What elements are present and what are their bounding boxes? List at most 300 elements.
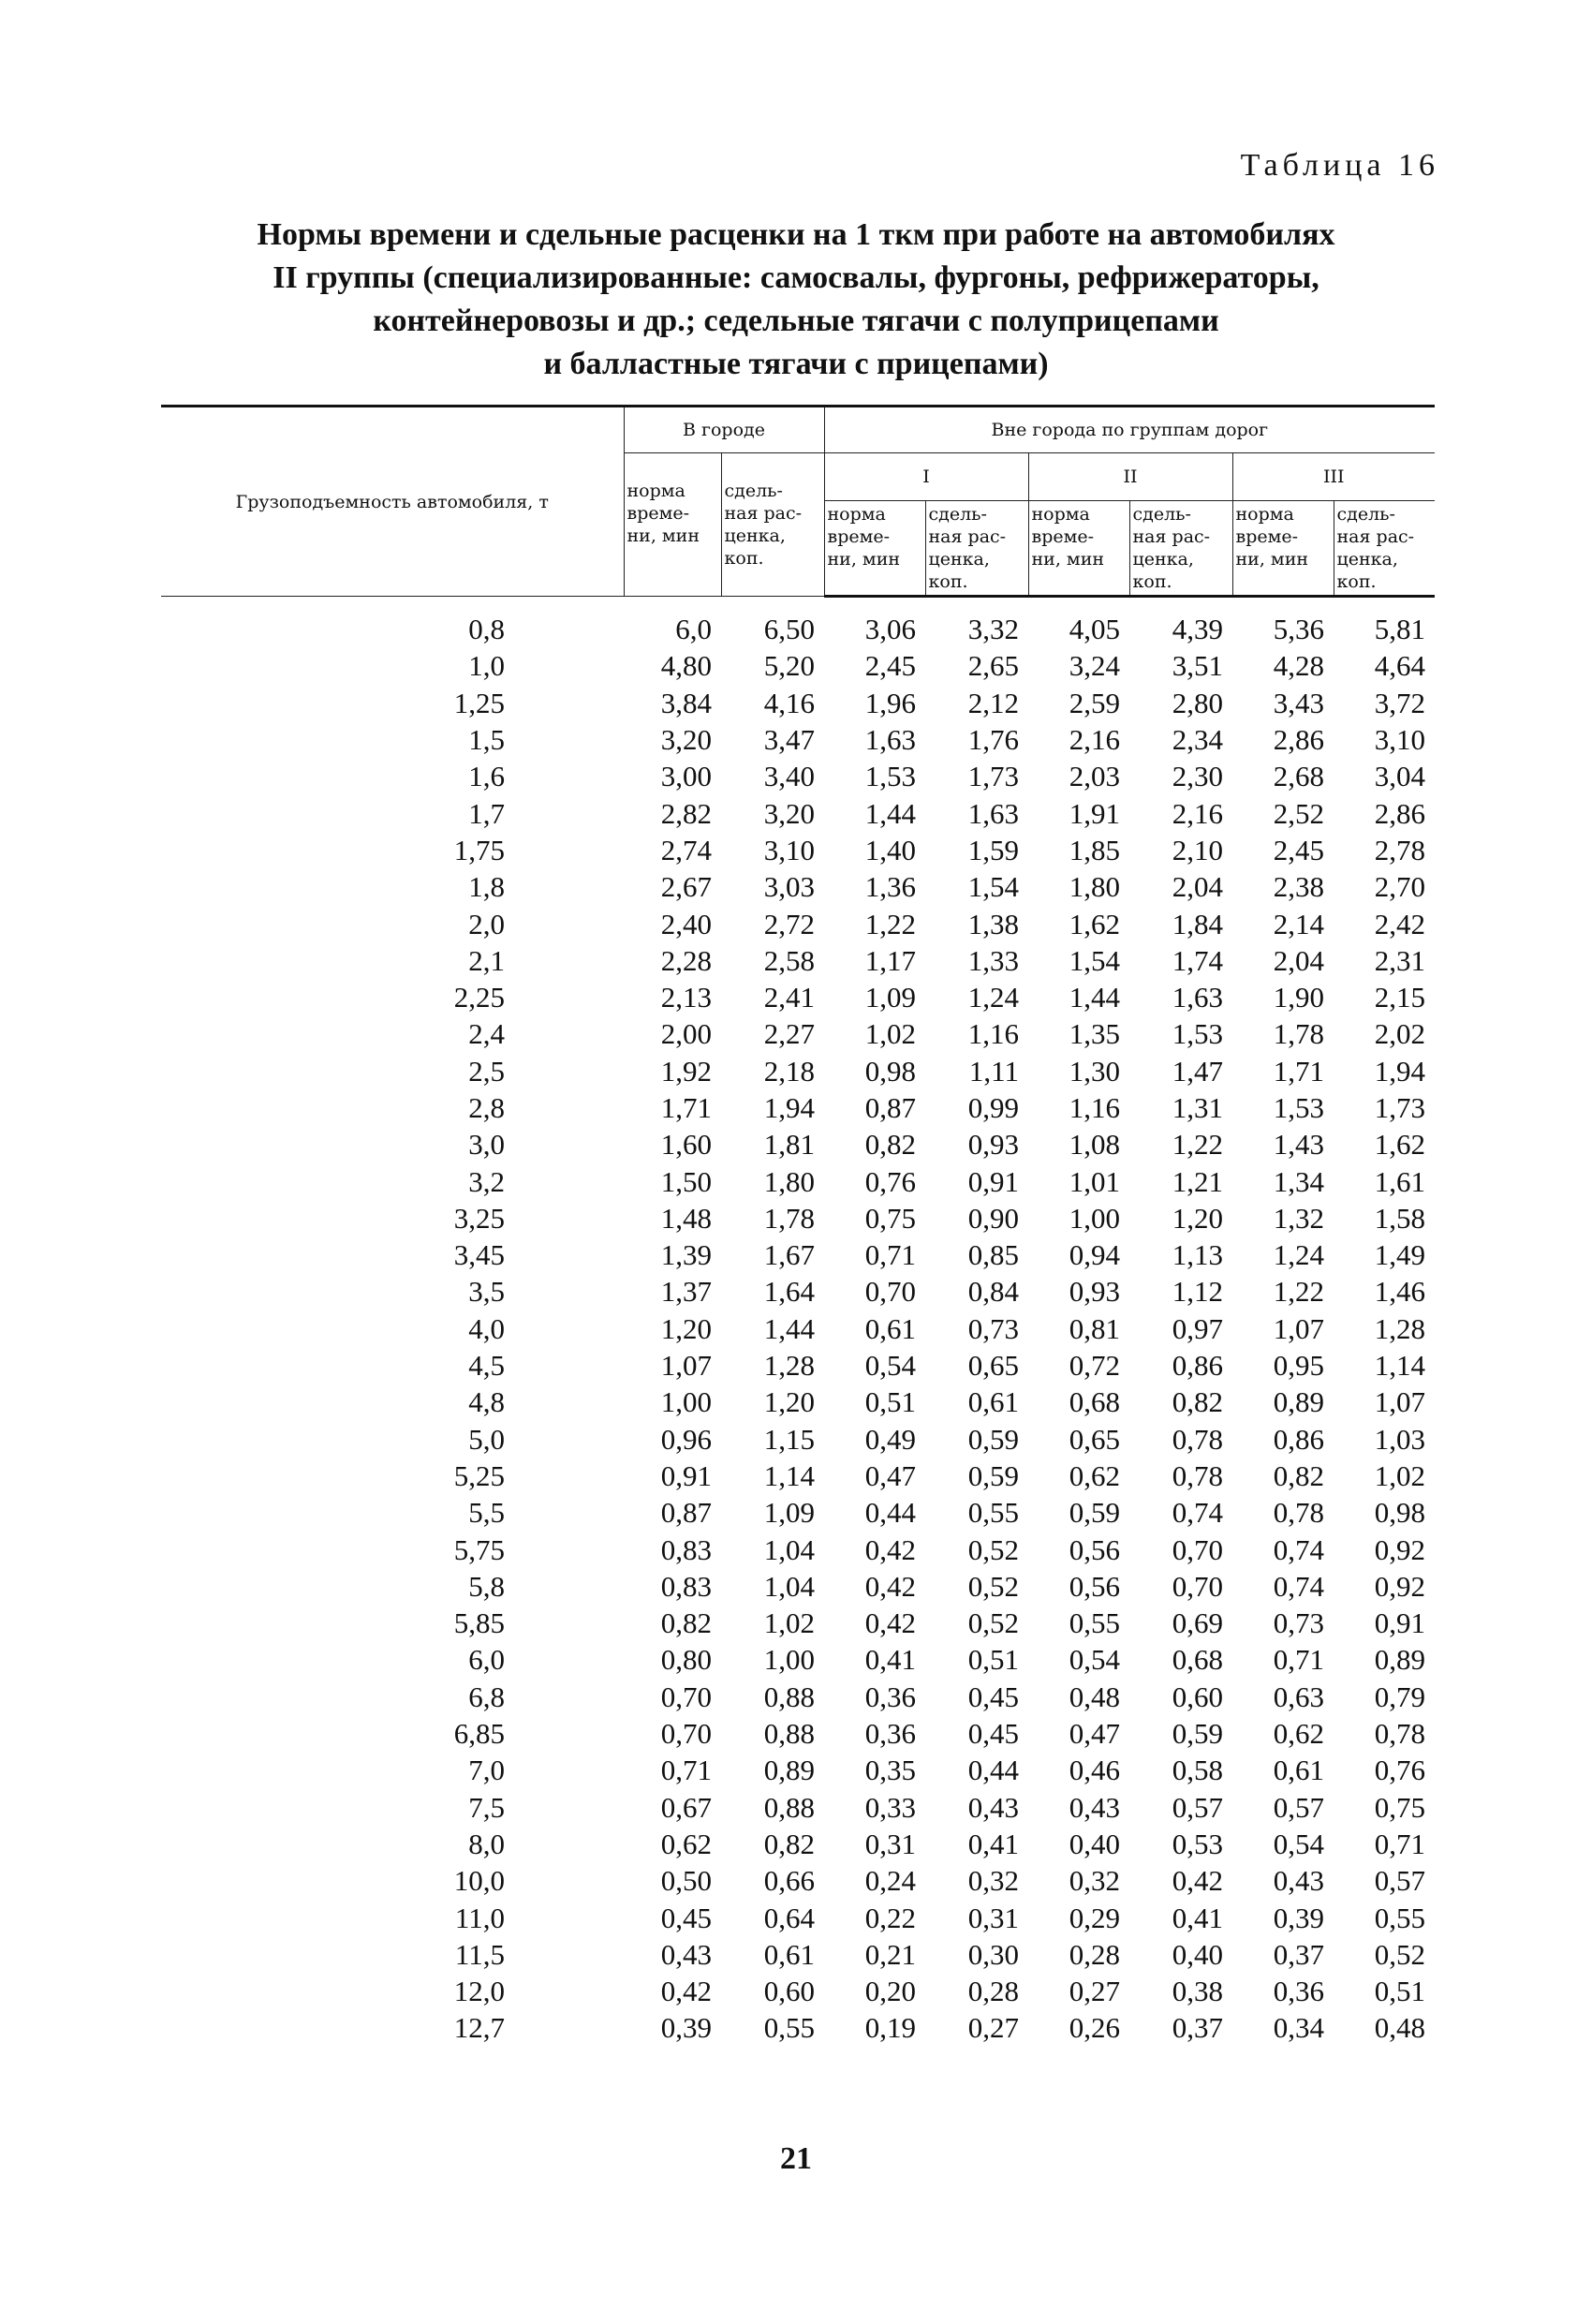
value-cell: 1,73 [1374,1091,1426,1124]
value-cell: 2,02 [1374,1017,1426,1051]
value-cell: 2,16 [1172,796,1224,830]
header-text: ни, мин [1031,549,1105,570]
value-cell: 0,96 [660,1422,712,1456]
value-cell: 1,50 [660,1164,712,1198]
value-cell: 2,59 [1069,686,1121,719]
value-cell: 0,22 [864,1901,917,1934]
value-cell: 1,28 [1374,1311,1426,1345]
value-cell: 0,47 [1069,1717,1121,1751]
value-cell: 0,53 [1172,1827,1224,1860]
value-cell: 1,14 [1374,1349,1426,1383]
table-row [161,1715,1435,1752]
capacity-cell: 0,8 [468,612,505,645]
header-city: В городе [624,407,824,453]
value-cell: 4,39 [1172,613,1224,646]
header-g3-norm [1232,501,1334,597]
value-cell: 0,41 [967,1827,1020,1860]
table-row [161,1347,1435,1384]
value-cell: 1,78 [1273,1017,1325,1051]
value-cell: 0,76 [1374,1754,1426,1787]
header-text: сдель- [724,481,783,501]
capacity-cell: 2,0 [468,907,505,940]
value-cell: 1,00 [763,1643,816,1677]
value-cell: 3,84 [660,686,712,719]
value-cell: 1,16 [1069,1091,1121,1124]
value-cell: 2,15 [1374,981,1426,1014]
capacity-cell: 6,0 [468,1643,505,1677]
table-row [161,2009,1435,2046]
value-cell: 0,38 [1172,1975,1224,2008]
header-text: сдель- [1336,504,1395,525]
capacity-cell: 4,5 [468,1349,505,1383]
value-cell: 0,69 [1172,1606,1224,1640]
value-cell: 5,81 [1374,613,1426,646]
value-cell: 1,30 [1069,1054,1121,1088]
table-row [161,942,1435,979]
value-cell: 2,16 [1069,723,1121,757]
value-cell: 0,68 [1172,1643,1224,1677]
value-cell: 0,74 [1273,1532,1325,1566]
value-cell: 0,50 [660,1864,712,1898]
header-text: норма [827,504,886,525]
value-cell: 0,43 [1273,1864,1325,1898]
capacity-cell: 3,0 [468,1128,505,1162]
value-cell: 0,52 [967,1606,1020,1640]
value-cell: 0,57 [1273,1790,1325,1824]
value-cell: 4,16 [763,686,816,719]
value-cell: 0,86 [1273,1422,1325,1456]
title-line: и балластные тягачи с прицепами) [543,347,1049,381]
value-cell: 1,33 [967,943,1020,977]
header-text: ценка, [928,549,990,570]
value-cell: 2,74 [660,833,712,866]
value-cell: 1,22 [1172,1128,1224,1162]
value-cell: 0,88 [763,1790,816,1824]
value-cell: 0,90 [967,1201,1020,1235]
value-cell: 1,31 [1172,1091,1224,1124]
capacity-cell: 7,5 [468,1790,505,1824]
value-cell: 0,94 [1069,1238,1121,1272]
capacity-cell: 11,5 [454,1937,505,1971]
value-cell: 0,92 [1374,1569,1426,1603]
value-cell: 0,68 [1069,1385,1121,1419]
value-cell: 0,70 [1172,1569,1224,1603]
table-row [161,1899,1435,1935]
value-cell: 1,16 [967,1017,1020,1051]
table-row [161,1458,1435,1494]
value-cell: 1,47 [1172,1054,1224,1088]
value-cell: 0,99 [967,1091,1020,1124]
header-city-rate [721,453,824,597]
capacity-cell: 1,0 [468,649,505,683]
value-cell: 2,72 [763,907,816,940]
value-cell: 0,48 [1374,2011,1426,2045]
table-row [161,1089,1435,1126]
header-g3-rate [1334,501,1435,597]
header-text: норма [626,481,685,501]
value-cell: 2,00 [660,1017,712,1051]
page-number: 21 [780,2141,812,2176]
value-cell: 2,28 [660,943,712,977]
value-cell: 3,72 [1374,686,1426,719]
value-cell: 1,28 [763,1349,816,1383]
title-line: II группы (специализированные: самосвалы, фургоны, рефрижераторы, [273,260,1319,295]
value-cell: 0,82 [864,1128,917,1162]
header-group-2: II [1028,453,1232,501]
value-cell: 0,67 [660,1790,712,1824]
value-cell: 1,96 [864,686,917,719]
value-cell: 2,38 [1273,870,1325,904]
value-cell: 1,44 [763,1311,816,1345]
header-text: ни, мин [827,549,901,570]
value-cell: 1,37 [660,1275,712,1309]
header-text: ни, мин [626,525,700,546]
value-cell: 3,20 [660,723,712,757]
value-cell: 2,80 [1172,686,1224,719]
value-cell: 1,63 [1172,981,1224,1014]
header-group-3: III [1232,453,1435,501]
value-cell: 0,27 [1069,1975,1121,2008]
value-cell: 1,94 [1374,1054,1426,1088]
value-cell: 2,78 [1374,833,1426,866]
title-line: контейнеровозы и др.; седельные тягачи с полуприцепами [373,303,1219,338]
value-cell: 0,30 [967,1937,1020,1971]
capacity-cell: 3,25 [453,1201,505,1235]
value-cell: 0,49 [864,1422,917,1456]
value-cell: 1,35 [1069,1017,1121,1051]
value-cell: 0,71 [1374,1827,1426,1860]
value-cell: 0,91 [967,1164,1020,1198]
value-cell: 1,90 [1273,981,1325,1014]
header-text: коп. [1132,571,1172,592]
header-group-1: I [824,453,1028,501]
value-cell: 0,83 [660,1532,712,1566]
value-cell: 1,71 [1273,1054,1325,1088]
value-cell: 0,52 [1374,1937,1426,1971]
header-city-norm [624,453,721,597]
header-out-of-city: Вне города по группам дорог [824,407,1435,453]
value-cell: 0,54 [1069,1643,1121,1677]
value-cell: 2,68 [1273,760,1325,793]
value-cell: 2,86 [1273,723,1325,757]
title-line: Нормы времени и сдельные расценки на 1 ткм при работе на автомобилях [257,217,1335,252]
value-cell: 2,14 [1273,907,1325,940]
header-text: норма [1235,504,1294,525]
value-cell: 1,43 [1273,1128,1325,1162]
value-cell: 0,58 [1172,1754,1224,1787]
table-row [161,1421,1435,1458]
value-cell: 1,53 [864,760,917,793]
table-row [161,1162,1435,1199]
value-cell: 1,38 [967,907,1020,940]
header-g2-rate [1129,501,1232,597]
value-cell: 0,70 [1172,1532,1224,1566]
value-cell: 0,19 [864,2011,917,2045]
value-cell: 1,44 [1069,981,1121,1014]
value-cell: 0,55 [1374,1901,1426,1934]
value-cell: 0,70 [660,1717,712,1751]
value-cell: 0,48 [1069,1680,1121,1713]
value-cell: 1,71 [660,1091,712,1124]
capacity-cell: 1,6 [468,760,505,793]
value-cell: 0,37 [1273,1937,1325,1971]
header-capacity: Грузоподъемность автомобиля, т [161,407,624,597]
value-cell: 1,49 [1374,1238,1426,1272]
capacity-cell: 6,85 [453,1717,505,1751]
header-text: ная рас- [1336,526,1415,547]
value-cell: 0,28 [1069,1937,1121,1971]
value-cell: 0,83 [660,1569,712,1603]
value-cell: 0,52 [967,1532,1020,1566]
value-cell: 4,28 [1273,649,1325,683]
value-cell: 0,32 [1069,1864,1121,1898]
value-cell: 0,20 [864,1975,917,2008]
value-cell: 2,86 [1374,796,1426,830]
table-row [161,905,1435,941]
table-row [161,685,1435,721]
value-cell: 0,36 [1273,1975,1325,2008]
value-cell: 0,55 [967,1496,1020,1530]
value-cell: 0,82 [763,1827,816,1860]
value-cell: 2,82 [660,796,712,830]
value-cell: 0,42 [864,1606,917,1640]
value-cell: 0,39 [660,2011,712,2045]
value-cell: 0,82 [1273,1458,1325,1492]
value-cell: 0,85 [967,1238,1020,1272]
table-label: Таблица 16 [1240,148,1439,183]
value-cell: 0,98 [1374,1496,1426,1530]
value-cell: 0,24 [864,1864,917,1898]
value-cell: 1,32 [1273,1201,1325,1235]
capacity-cell: 1,5 [468,723,505,757]
value-cell: 1,59 [967,833,1020,866]
value-cell: 0,86 [1172,1349,1224,1383]
value-cell: 1,39 [660,1238,712,1272]
value-cell: 0,80 [660,1643,712,1677]
capacity-cell: 11,0 [454,1901,505,1934]
value-cell: 1,54 [1069,943,1121,977]
value-cell: 0,43 [660,1937,712,1971]
value-cell: 0,61 [1273,1754,1325,1787]
value-cell: 3,10 [1374,723,1426,757]
capacity-cell: 5,75 [453,1532,505,1566]
value-cell: 0,54 [1273,1827,1325,1860]
value-cell: 6,0 [675,612,712,645]
value-cell: 0,78 [1172,1458,1224,1492]
value-cell: 0,45 [967,1680,1020,1713]
capacity-cell: 12,0 [453,1975,505,2008]
capacity-cell: 4,8 [468,1385,505,1419]
value-cell: 1,94 [763,1091,816,1124]
value-cell: 0,45 [967,1717,1020,1751]
table-row [161,647,1435,684]
value-cell: 0,35 [864,1754,917,1787]
value-cell: 0,82 [1172,1385,1224,1419]
value-cell: 2,12 [967,686,1020,719]
capacity-cell: 1,7 [468,796,505,830]
value-cell: 0,57 [1374,1864,1426,1898]
value-cell: 0,42 [864,1569,917,1603]
value-cell: 1,92 [660,1054,712,1088]
value-cell: 1,73 [967,760,1020,793]
value-cell: 0,89 [1374,1643,1426,1677]
value-cell: 0,78 [1273,1496,1325,1530]
table-row [161,1973,1435,2009]
value-cell: 6,50 [763,612,816,645]
table-row [161,1789,1435,1826]
header-g1-norm [824,501,925,597]
capacity-cell: 4,0 [468,1311,505,1345]
value-cell: 1,76 [967,723,1020,757]
value-cell: 1,04 [763,1532,816,1566]
value-cell: 0,78 [1172,1422,1224,1456]
value-cell: 0,76 [864,1164,917,1198]
value-cell: 1,60 [660,1128,712,1162]
table-row [161,1936,1435,1973]
value-cell: 0,65 [1069,1422,1121,1456]
table-row [161,1531,1435,1567]
value-cell: 5,36 [1273,613,1325,646]
value-cell: 0,89 [763,1754,816,1787]
value-cell: 0,75 [1374,1790,1426,1824]
value-cell: 1,63 [967,796,1020,830]
header-text: норма [1031,504,1090,525]
value-cell: 0,71 [660,1754,712,1787]
value-cell: 1,64 [763,1275,816,1309]
value-cell: 0,62 [1069,1458,1121,1492]
value-cell: 0,40 [1069,1827,1121,1860]
header-text: коп. [724,548,764,569]
value-cell: 1,36 [864,870,917,904]
value-cell: 0,70 [660,1680,712,1713]
value-cell: 0,62 [1273,1717,1325,1751]
value-cell: 0,57 [1172,1790,1224,1824]
value-cell: 1,63 [864,723,917,757]
table-row [161,1605,1435,1641]
value-cell: 0,52 [967,1569,1020,1603]
value-cell: 4,05 [1069,613,1121,646]
capacity-cell: 8,0 [468,1827,505,1860]
capacity-cell: 5,85 [453,1606,505,1640]
value-cell: 0,71 [1273,1643,1325,1677]
value-cell: 1,78 [763,1201,816,1235]
value-cell: 1,09 [763,1496,816,1530]
capacity-cell: 2,8 [468,1091,505,1124]
value-cell: 1,12 [1172,1275,1224,1309]
value-cell: 1,24 [1273,1238,1325,1272]
table-row [161,1494,1435,1531]
value-cell: 0,87 [660,1496,712,1530]
value-cell: 1,20 [1172,1201,1224,1235]
capacity-cell: 5,8 [468,1569,505,1603]
value-cell: 0,60 [1172,1680,1224,1713]
value-cell: 1,22 [1273,1275,1325,1309]
capacity-cell: 2,5 [468,1054,505,1088]
table-row [161,832,1435,868]
value-cell: 0,61 [967,1385,1020,1419]
value-cell: 3,04 [1374,760,1426,793]
value-cell: 0,72 [1069,1349,1121,1383]
value-cell: 1,20 [763,1385,816,1419]
value-cell: 2,13 [660,981,712,1014]
value-cell: 0,36 [864,1680,917,1713]
value-cell: 0,62 [660,1827,712,1860]
value-cell: 1,14 [763,1458,816,1492]
value-cell: 1,07 [1273,1311,1325,1345]
value-cell: 0,27 [967,2011,1020,2045]
capacity-cell: 10,0 [453,1864,505,1898]
value-cell: 0,44 [967,1754,1020,1787]
value-cell: 0,44 [864,1496,917,1530]
table-row [161,1310,1435,1347]
value-cell: 1,85 [1069,833,1121,866]
value-cell: 0,81 [1069,1311,1121,1345]
value-cell: 1,20 [660,1311,712,1345]
capacity-cell: 5,25 [453,1458,505,1492]
value-cell: 4,64 [1374,649,1426,683]
value-cell: 1,13 [1172,1238,1224,1272]
value-cell: 2,65 [967,649,1020,683]
value-cell: 3,20 [763,796,816,830]
value-cell: 1,15 [763,1422,816,1456]
value-cell: 0,97 [1172,1311,1224,1345]
value-cell: 5,20 [763,649,816,683]
value-cell: 0,88 [763,1680,816,1713]
value-cell: 1,21 [1172,1164,1224,1198]
capacity-cell: 1,8 [468,870,505,904]
value-cell: 0,64 [763,1901,816,1934]
value-cell: 2,42 [1374,907,1426,940]
value-cell: 0,28 [967,1975,1020,2008]
value-cell: 0,33 [864,1790,917,1824]
value-cell: 0,59 [967,1458,1020,1492]
value-cell: 2,40 [660,907,712,940]
value-cell: 0,65 [967,1349,1020,1383]
value-cell: 2,10 [1172,833,1224,866]
header-g1-rate [925,501,1028,597]
value-cell: 1,17 [864,943,917,977]
value-cell: 2,30 [1172,760,1224,793]
value-cell: 1,62 [1069,907,1121,940]
capacity-cell: 1,25 [453,686,505,719]
value-cell: 1,80 [763,1164,816,1198]
value-cell: 2,52 [1273,796,1325,830]
value-cell: 0,91 [1374,1606,1426,1640]
value-cell: 3,51 [1172,649,1224,683]
norms-table [161,405,1435,2047]
header-text: ценка, [1336,549,1398,570]
capacity-cell: 2,25 [453,981,505,1014]
capacity-cell: 2,4 [468,1017,505,1051]
value-cell: 2,04 [1273,943,1325,977]
value-cell: 2,41 [763,981,816,1014]
table-row [161,868,1435,905]
value-cell: 1,01 [1069,1164,1121,1198]
value-cell: 0,98 [864,1054,917,1088]
value-cell: 1,02 [763,1606,816,1640]
value-cell: 0,31 [967,1901,1020,1934]
table-title [140,214,1452,386]
value-cell: 3,47 [763,723,816,757]
value-cell: 0,59 [1069,1496,1121,1530]
value-cell: 2,34 [1172,723,1224,757]
value-cell: 0,92 [1374,1532,1426,1566]
value-cell: 1,00 [1069,1201,1121,1235]
table-row [161,1862,1435,1899]
value-cell: 1,22 [864,907,917,940]
value-cell: 0,26 [1069,2011,1121,2045]
table-row [161,1126,1435,1162]
